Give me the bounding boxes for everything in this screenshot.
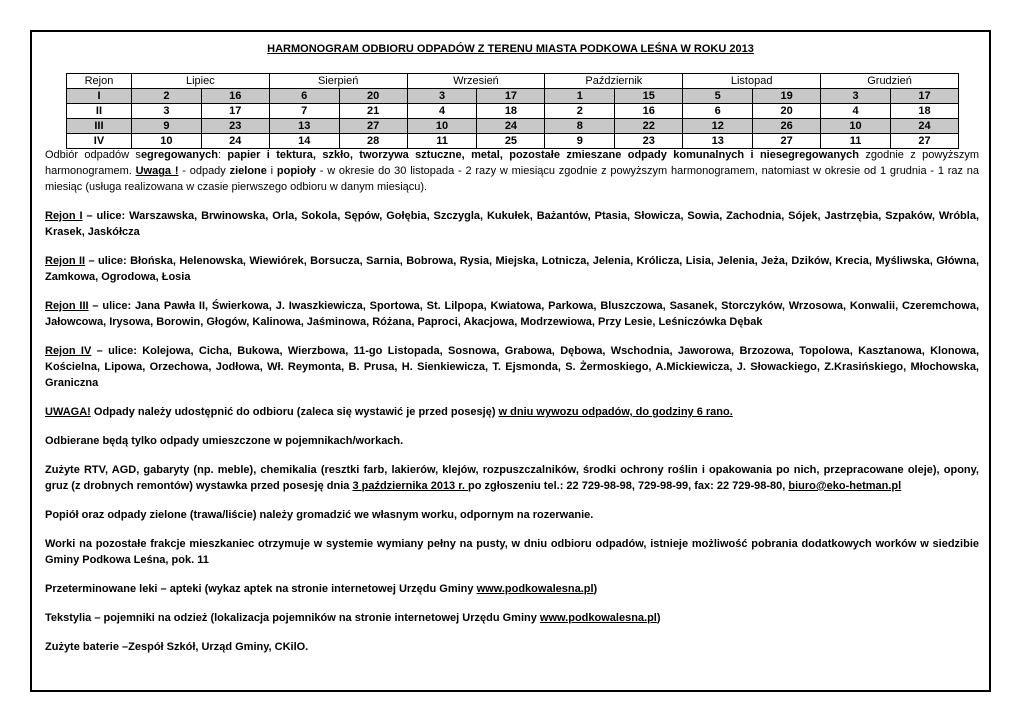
table-cell: 25: [477, 134, 545, 149]
website-link[interactable]: www.podkowalesna.pl: [539, 612, 657, 624]
uwaga-paragraph: UWAGA! Odpady należy udostępnić do odbioru (zaleca się wystawić je przed posesję) w dniu wywozu odpadów, do godziny 6 rano.: [45, 406, 733, 418]
header-wrzesien: Wrzesień: [407, 74, 545, 89]
header-rejon: Rejon: [67, 74, 132, 89]
region-label: Rejon I: [45, 210, 83, 222]
batteries-note: Zużyte baterie –Zespół Szkół, Urząd Gminy, CKilO.: [45, 641, 309, 653]
region-2-paragraph: Rejon II – ulice: Błońska, Helenowska, Wiewiórek, Borsucza, Sarnia, Bobrowa, Rysia, Miejska, Lotnicza, Jelenia, Królicza, Lisia, Jelenia, Jeża, Dzików, Krecia, Myśliwska, Główna, Zamkowa, Ogrodowa, Łosia: [45, 255, 980, 283]
region-label: Rejon IV: [45, 345, 92, 357]
table-cell: 3: [407, 89, 477, 104]
table-cell: 27: [339, 119, 407, 134]
table-cell: III: [67, 119, 132, 134]
table-cell: 26: [753, 119, 821, 134]
document-body: [45, 147, 979, 655]
ash-note: Popiół oraz odpady zielone (trawa/liście) należy gromadzić we własnym worku, odpornym na rozerwanie.: [45, 509, 594, 521]
table-cell: 12: [683, 119, 753, 134]
table-header-row: [67, 74, 959, 89]
table-cell: 4: [821, 104, 891, 119]
region-label: Rejon II: [45, 255, 86, 267]
table-cell: 24: [890, 119, 958, 134]
table-cell: 6: [683, 104, 753, 119]
table-cell: 14: [269, 134, 339, 149]
table-cell: I: [67, 89, 132, 104]
table-cell: II: [67, 104, 132, 119]
table-cell: 27: [753, 134, 821, 149]
table-cell: 2: [545, 104, 615, 119]
intro-paragraph: Odbiór odpadów segregowanych: papier i tektura, szkło, tworzywa sztuczne, metal, pozostałe zmieszane odpady komunalnych i niesegregowanych zgodnie z powyższym harmonogramem. Uwaga ! - odpady zielone i popioły - w okresie do 30 listopada - 2 razy w miesiącu zgodnie z powyższym harmonogramem, natomiast w okresie od 1 grudnia - 1 raz na miesiąc (usługa realizowana w czasie pierwszego odbioru w danym miesiącu).: [45, 149, 980, 193]
header-lipiec: Lipiec: [131, 74, 269, 89]
medicines-note: Przeterminowane leki – apteki (wykaz aptek na stronie internetowej Urzędu Gminy www.podkowalesna.pl): [45, 583, 598, 595]
table-cell: 18: [890, 104, 958, 119]
table-cell: 17: [477, 89, 545, 104]
table-cell: 20: [753, 104, 821, 119]
schedule-table: [66, 73, 959, 149]
table-cell: 10: [131, 134, 201, 149]
table-cell: 3: [131, 104, 201, 119]
table-cell: 16: [201, 89, 269, 104]
document-title: HARMONOGRAM ODBIORU ODPADÓW Z TERENU MIASTA PODKOWA LEŚNA W ROKU 2013: [267, 43, 754, 55]
table-cell: 15: [615, 89, 683, 104]
containers-note: Odbierane będą tylko odpady umieszczone w pojemnikach/workach.: [45, 435, 404, 447]
table-cell: 19: [753, 89, 821, 104]
table-cell: 20: [339, 89, 407, 104]
table-cell: 11: [821, 134, 891, 149]
header-sierpien: Sierpień: [269, 74, 407, 89]
table-cell: 9: [545, 134, 615, 149]
table-cell: 23: [201, 119, 269, 134]
table-cell: 8: [545, 119, 615, 134]
table-cell: 11: [407, 134, 477, 149]
table-cell: 6: [269, 89, 339, 104]
table-cell: 4: [407, 104, 477, 119]
bags-note: Worki na pozostałe frakcje mieszkaniec otrzymuje w systemie wymiany pełny na pusty, w dniu odbioru odpadów, istnieje możliwość pobrania dodatkowych worków w siedzibie Gminy Podkowa Leśna, pok. 11: [45, 538, 979, 566]
table-cell: 23: [615, 134, 683, 149]
table-cell: 5: [683, 89, 753, 104]
table-cell: 17: [890, 89, 958, 104]
table-row: [67, 89, 959, 104]
table-cell: 21: [339, 104, 407, 119]
rtv-note: Zużyte RTV, AGD, gabaryty (np. meble), chemikalia (resztki farb, lakierów, klejów, rozpuszczalników, środki ochrony roślin i opakowania po nich, przepracowane oleje), opony, gruz (z drobnych remontów) wystawka przed posesję dnia 3 października 2013 r. po zgłoszeniu tel.: 22 729-98-98, 729-98-99, fax: 22 729-98-80, biuro@eko-hetman.pl: [45, 464, 979, 492]
email-link[interactable]: biuro@eko-hetman.pl: [788, 480, 902, 492]
uwaga-label: Uwaga !: [135, 165, 179, 177]
table-cell: 3: [821, 89, 891, 104]
website-link[interactable]: www.podkowalesna.pl: [476, 583, 594, 595]
table-cell: 24: [477, 119, 545, 134]
table-cell: 18: [477, 104, 545, 119]
header-grudzien: Grudzień: [821, 74, 959, 89]
table-cell: 10: [407, 119, 477, 134]
table-row: [67, 119, 959, 134]
region-1-paragraph: Rejon I – ulice: Warszawska, Brwinowska, Orla, Sokola, Sępów, Gołębia, Szczygla, Kukułek, Bażantów, Ptasia, Słowicza, Sowia, Zachodnia, Sójek, Jastrzębia, Szpaków, Wróbla, Krasek, Jaskółcza: [45, 210, 979, 238]
table-cell: 7: [269, 104, 339, 119]
table-cell: 28: [339, 134, 407, 149]
table-cell: 1: [545, 89, 615, 104]
table-row: [67, 104, 959, 119]
region-label: Rejon III: [45, 300, 89, 312]
table-cell: 10: [821, 119, 891, 134]
table-cell: IV: [67, 134, 132, 149]
table-cell: 17: [201, 104, 269, 119]
header-listopad: Listopad: [683, 74, 821, 89]
table-cell: 27: [890, 134, 958, 149]
document-frame: [30, 30, 991, 692]
textiles-note: Tekstylia – pojemniki na odzież (lokalizacja pojemników na stronie internetowej Urzędu Gminy www.podkowalesna.pl): [45, 612, 661, 624]
table-cell: 16: [615, 104, 683, 119]
table-cell: 2: [131, 89, 201, 104]
table-cell: 13: [683, 134, 753, 149]
table-cell: 24: [201, 134, 269, 149]
table-cell: 22: [615, 119, 683, 134]
table-cell: 13: [269, 119, 339, 134]
header-pazdziernik: Październik: [545, 74, 683, 89]
region-3-paragraph: Rejon III – ulice: Jana Pawła II, Świerkowa, J. Iwaszkiewicza, Sportowa, St. Lilpopa, Kwiatowa, Parkowa, Bluszczowa, Sasanek, Storczyków, Wrzosowa, Konwalii, Czeremchowa, Jałowcowa, Irysowa, Borowin, Głogów, Kalinowa, Jaśminowa, Różana, Paproci, Akacjowa, Modrzewiowa, Przy Lesie, Leśniczówka Dębak: [45, 300, 980, 328]
table-cell: 9: [131, 119, 201, 134]
region-4-paragraph: Rejon IV – ulice: Kolejowa, Cicha, Bukowa, Wierzbowa, 11-go Listopada, Sosnowa, Grabowa, Dębowa, Wschodnia, Jaworowa, Brzozowa, Topolowa, Kasztanowa, Klonowa, Kościelna, Lipowa, Orzechowa, Jodłowa, Wł. Reymonta, B. Prusa, H. Sienkiewicza, T. Ejsmonda, S. Żermoskiego, A.Mickiewicza, J. Słowackiego, Z.Krasińskiego, Młochowska, Graniczna: [45, 345, 979, 389]
